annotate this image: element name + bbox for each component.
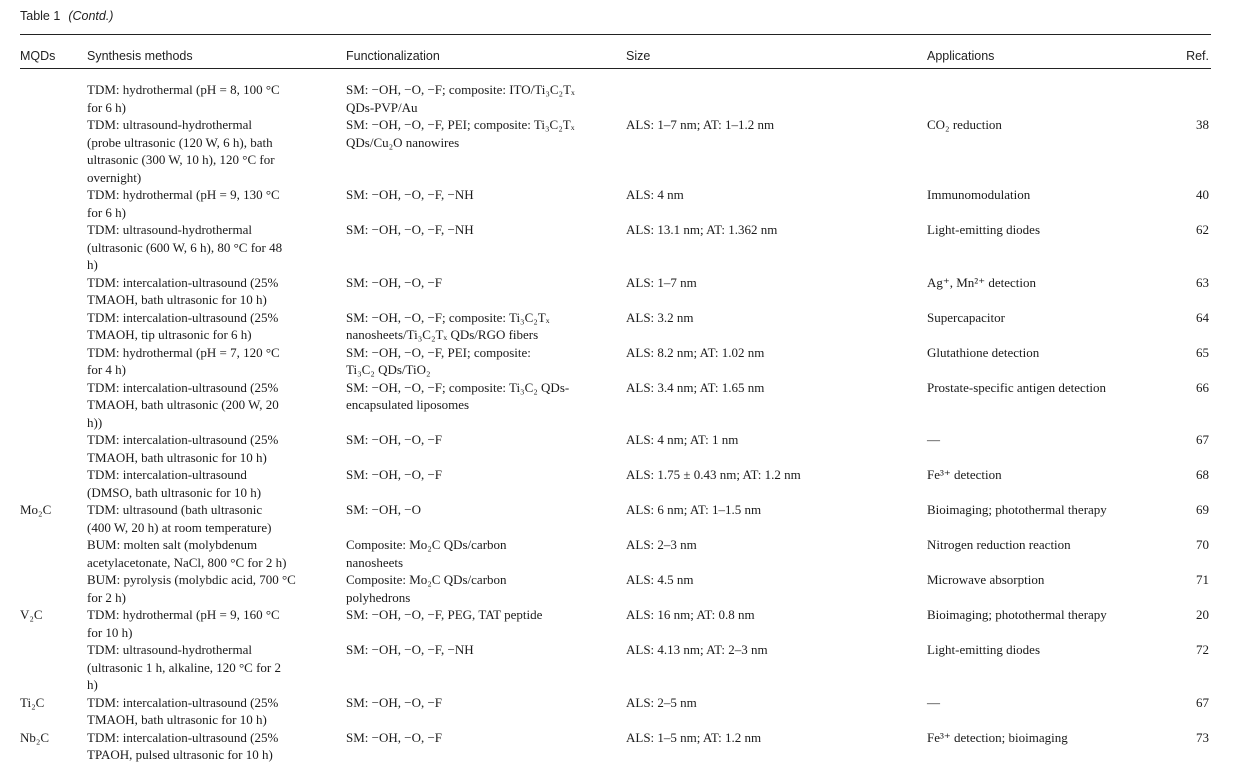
cell-synthesis-line: overnight) [87, 169, 142, 185]
cell-functionalization-line: SM: −OH, −O, −F; composite: Ti₃C₂ QDs- [346, 379, 570, 395]
cell-functionalization [346, 221, 474, 239]
cell-synthesis [87, 536, 286, 571]
cell-size: ALS: 2–5 nm [626, 694, 697, 710]
cell-size: ALS: 4.13 nm; AT: 2–3 nm [626, 642, 768, 657]
cell-functionalization [346, 536, 507, 571]
cell-functionalization-line: nanosheets [346, 554, 404, 570]
cell-applications: Nitrogen reduction reaction [927, 537, 1071, 552]
cell-functionalization [346, 274, 442, 292]
cell-synthesis-line: h) [87, 257, 98, 272]
cell-synthesis-line: TDM: ultrasound (bath ultrasonic [87, 502, 263, 517]
cell-functionalization [346, 379, 569, 414]
cell-functionalization [346, 116, 574, 151]
cell-synthesis-line: TDM: ultrasound-hydrothermal [87, 642, 252, 657]
cell-synthesis-line: for 10 h) [87, 624, 133, 640]
cell-functionalization-line: SM: −OH, −O [346, 502, 421, 517]
cell-functionalization [346, 606, 542, 624]
cell-functionalization-line: SM: −OH, −O, −F, −NH [346, 222, 474, 237]
cell-synthesis-line: h)) [87, 414, 103, 430]
cell-synthesis-line: TDM: ultrasound-hydrothermal [87, 117, 252, 132]
cell-applications: Immunomodulation [927, 187, 1031, 202]
cell-functionalization-line: SM: −OH, −O, −F [346, 694, 443, 710]
cell-ref: 64 [1196, 309, 1209, 325]
cell-functionalization [346, 186, 474, 204]
cell-ref: 66 [1196, 379, 1209, 395]
cell-synthesis [87, 694, 278, 729]
cell-applications: Ag⁺, Mn²⁺ detection [927, 274, 1036, 290]
cell-synthesis [87, 379, 279, 432]
cell-size: ALS: 1.75 ± 0.43 nm; AT: 1.2 nm [626, 467, 801, 482]
header-ref: Ref. [1186, 49, 1209, 63]
cell-synthesis [87, 431, 278, 466]
cell-size: ALS: 3.4 nm; AT: 1.65 nm [626, 379, 765, 395]
cell-ref: 71 [1196, 572, 1209, 587]
cell-size: ALS: 16 nm; AT: 0.8 nm [626, 607, 755, 622]
cell-synthesis [87, 729, 278, 764]
cell-ref: 63 [1196, 274, 1209, 290]
cell-applications: CO₂ reduction [927, 117, 1002, 132]
cell-functionalization-line: SM: −OH, −O, −F; composite: ITO/Ti₃C₂Tₓ [346, 82, 575, 97]
cell-functionalization-line: SM: −OH, −O, −F [346, 467, 443, 482]
cell-synthesis [87, 466, 261, 501]
cell-synthesis [87, 571, 296, 606]
header-applications: Applications [927, 49, 995, 63]
cell-synthesis-line: ultrasonic (300 W, 10 h), 120 °C for [87, 152, 275, 167]
cell-functionalization-line: SM: −OH, −O, −F, PEI; composite: Ti₃C₂Tₓ [346, 117, 575, 132]
cell-ref: 68 [1196, 467, 1209, 482]
cell-mqd: Ti₂C [20, 694, 45, 710]
cell-ref: 40 [1196, 187, 1209, 202]
cell-ref: 67 [1196, 694, 1209, 710]
cell-synthesis-line: TDM: hydrothermal (pH = 8, 100 °C [87, 82, 280, 97]
cell-synthesis-line: TMAOH, bath ultrasonic (200 W, 20 [87, 397, 279, 412]
cell-functionalization-line: polyhedrons [346, 589, 411, 605]
cell-functionalization [346, 431, 442, 449]
cell-size: ALS: 8.2 nm; AT: 1.02 nm [626, 344, 765, 360]
cell-synthesis-line: (ultrasonic 1 h, alkaline, 120 °C for 2 [87, 659, 282, 675]
cell-applications: Bioimaging; photothermal therapy [927, 502, 1107, 517]
cell-synthesis-line: (DMSO, bath ultrasonic for 10 h) [87, 484, 262, 500]
cell-ref: 65 [1196, 344, 1209, 360]
cell-synthesis-line: TPAOH, pulsed ultrasonic for 10 h) [87, 747, 273, 762]
cell-mqd: Nb₂C [20, 729, 50, 745]
cell-synthesis-line: for 6 h) [87, 204, 126, 220]
cell-functionalization [346, 81, 575, 116]
cell-size: ALS: 3.2 nm [626, 309, 694, 325]
cell-synthesis-line: TDM: intercalation-ultrasound (25% [87, 309, 279, 325]
cell-synthesis [87, 186, 280, 221]
cell-functionalization-line: QDs-PVP/Au [346, 99, 418, 115]
cell-size: ALS: 4 nm; AT: 1 nm [626, 432, 739, 447]
cell-ref: 38 [1196, 117, 1209, 132]
cell-synthesis-line: TDM: hydrothermal (pH = 9, 130 °C [87, 187, 280, 202]
cell-functionalization-line: encapsulated liposomes [346, 397, 470, 412]
cell-functionalization [346, 694, 442, 712]
cell-synthesis [87, 344, 280, 379]
cell-synthesis-line: TDM: intercalation-ultrasound (25% [87, 379, 279, 395]
cell-size: ALS: 2–3 nm [626, 537, 697, 552]
cell-synthesis [87, 606, 280, 641]
table-label: Table 1 [20, 9, 61, 23]
cell-synthesis [87, 309, 278, 344]
cell-applications: Microwave absorption [927, 572, 1045, 587]
cell-size: ALS: 1–7 nm [626, 274, 697, 290]
cell-functionalization [346, 344, 531, 379]
cell-synthesis-line: BUM: molten salt (molybdenum [87, 537, 258, 552]
cell-synthesis-line: acetylacetonate, NaCl, 800 °C for 2 h) [87, 554, 287, 570]
cell-ref: 20 [1196, 607, 1209, 622]
cell-functionalization-line: Composite: Mo₂C QDs/carbon [346, 572, 507, 587]
cell-functionalization [346, 641, 474, 659]
cell-synthesis-line: TDM: intercalation-ultrasound [87, 467, 247, 482]
cell-functionalization [346, 466, 442, 484]
cell-functionalization-line: nanosheets/Ti₃C₂Tₓ QDs/RGO fibers [346, 327, 539, 342]
cell-synthesis-line: for 6 h) [87, 99, 126, 115]
cell-ref: 62 [1196, 222, 1209, 237]
cell-functionalization-line: SM: −OH, −O, −F, PEG, TAT peptide [346, 607, 543, 622]
table-top-rule [20, 34, 1211, 35]
cell-ref: 72 [1196, 642, 1209, 657]
table-header-rule [20, 68, 1211, 69]
cell-synthesis-line: TDM: intercalation-ultrasound (25% [87, 432, 279, 447]
cell-size: ALS: 1–5 nm; AT: 1.2 nm [626, 729, 762, 745]
cell-functionalization-line: QDs/Cu₂O nanowires [346, 134, 460, 150]
cell-synthesis-line: TMAOH, bath ultrasonic for 10 h) [87, 449, 267, 465]
header-functionalization: Functionalization [346, 49, 440, 63]
cell-functionalization-line: Composite: Mo₂C QDs/carbon [346, 537, 507, 552]
cell-functionalization-line: SM: −OH, −O, −F [346, 274, 443, 290]
cell-applications: Bioimaging; photothermal therapy [927, 607, 1107, 622]
cell-synthesis-line: for 2 h) [87, 589, 126, 605]
cell-size: ALS: 4.5 nm [626, 572, 694, 587]
cell-synthesis-line: (probe ultrasonic (120 W, 6 h), bath [87, 134, 273, 150]
cell-synthesis-line: TMAOH, tip ultrasonic for 6 h) [87, 327, 252, 342]
cell-applications: — [927, 694, 940, 710]
cell-applications: Light-emitting diodes [927, 642, 1041, 657]
header-mqds: MQDs [20, 49, 56, 63]
cell-synthesis [87, 221, 282, 274]
cell-applications: Supercapacitor [927, 309, 1005, 325]
cell-synthesis-line: (400 W, 20 h) at room temperature) [87, 519, 272, 535]
cell-functionalization-line: SM: −OH, −O, −F [346, 729, 443, 745]
cell-synthesis-line: BUM: pyrolysis (molybdic acid, 700 °C [87, 572, 296, 587]
table-continued-note: (Contd.) [68, 9, 114, 23]
cell-functionalization-line: SM: −OH, −O, −F, −NH [346, 187, 474, 202]
cell-size: ALS: 1–7 nm; AT: 1–1.2 nm [626, 117, 775, 132]
cell-synthesis-line: TDM: intercalation-ultrasound (25% [87, 729, 279, 745]
cell-mqd: Mo₂C [20, 502, 52, 517]
cell-functionalization-line: SM: −OH, −O, −F; composite: Ti₃C₂Tₓ [346, 309, 550, 325]
cell-size: ALS: 6 nm; AT: 1–1.5 nm [626, 502, 762, 517]
cell-synthesis-line: TMAOH, bath ultrasonic for 10 h) [87, 712, 267, 727]
cell-ref: 69 [1196, 502, 1209, 517]
cell-size: ALS: 13.1 nm; AT: 1.362 nm [626, 222, 778, 237]
cell-applications: — [927, 432, 940, 447]
cell-applications: Fe³⁺ detection [927, 467, 1002, 482]
cell-ref: 73 [1196, 729, 1209, 745]
cell-mqd: V₂C [20, 607, 43, 622]
header-size: Size [626, 49, 651, 63]
cell-synthesis-line: TDM: intercalation-ultrasound (25% [87, 274, 279, 290]
cell-applications: Fe³⁺ detection; bioimaging [927, 729, 1068, 745]
cell-size: ALS: 4 nm [626, 187, 684, 202]
cell-synthesis [87, 274, 278, 309]
cell-synthesis-line: h) [87, 677, 98, 692]
cell-synthesis [87, 81, 280, 116]
header-synthesis-methods: Synthesis methods [87, 49, 193, 63]
cell-functionalization [346, 501, 421, 519]
cell-applications: Light-emitting diodes [927, 222, 1041, 237]
cell-synthesis-line: TDM: intercalation-ultrasound (25% [87, 694, 279, 710]
cell-synthesis-line: TMAOH, bath ultrasonic for 10 h) [87, 292, 267, 307]
cell-synthesis [87, 116, 275, 186]
cell-functionalization-line: SM: −OH, −O, −F, −NH [346, 642, 474, 657]
cell-synthesis [87, 501, 271, 536]
table-caption [20, 9, 113, 23]
cell-applications: Glutathione detection [927, 344, 1040, 360]
cell-functionalization-line: Ti₃C₂ QDs/TiO₂ [346, 362, 431, 377]
cell-synthesis-line: TDM: hydrothermal (pH = 7, 120 °C [87, 344, 280, 360]
cell-synthesis-line: TDM: ultrasound-hydrothermal [87, 222, 252, 237]
cell-synthesis-line: for 4 h) [87, 362, 126, 377]
table-header [0, 48, 1235, 64]
cell-functionalization [346, 729, 442, 747]
cell-synthesis-line: TDM: hydrothermal (pH = 9, 160 °C [87, 607, 280, 622]
cell-ref: 67 [1196, 432, 1209, 447]
cell-synthesis-line: (ultrasonic (600 W, 6 h), 80 °C for 48 [87, 239, 283, 255]
cell-applications: Prostate-specific antigen detection [927, 379, 1107, 395]
cell-functionalization [346, 309, 550, 344]
cell-functionalization [346, 571, 507, 606]
cell-ref: 70 [1196, 537, 1209, 552]
cell-synthesis [87, 641, 281, 694]
cell-functionalization-line: SM: −OH, −O, −F [346, 432, 443, 447]
cell-functionalization-line: SM: −OH, −O, −F, PEI; composite: [346, 344, 531, 360]
